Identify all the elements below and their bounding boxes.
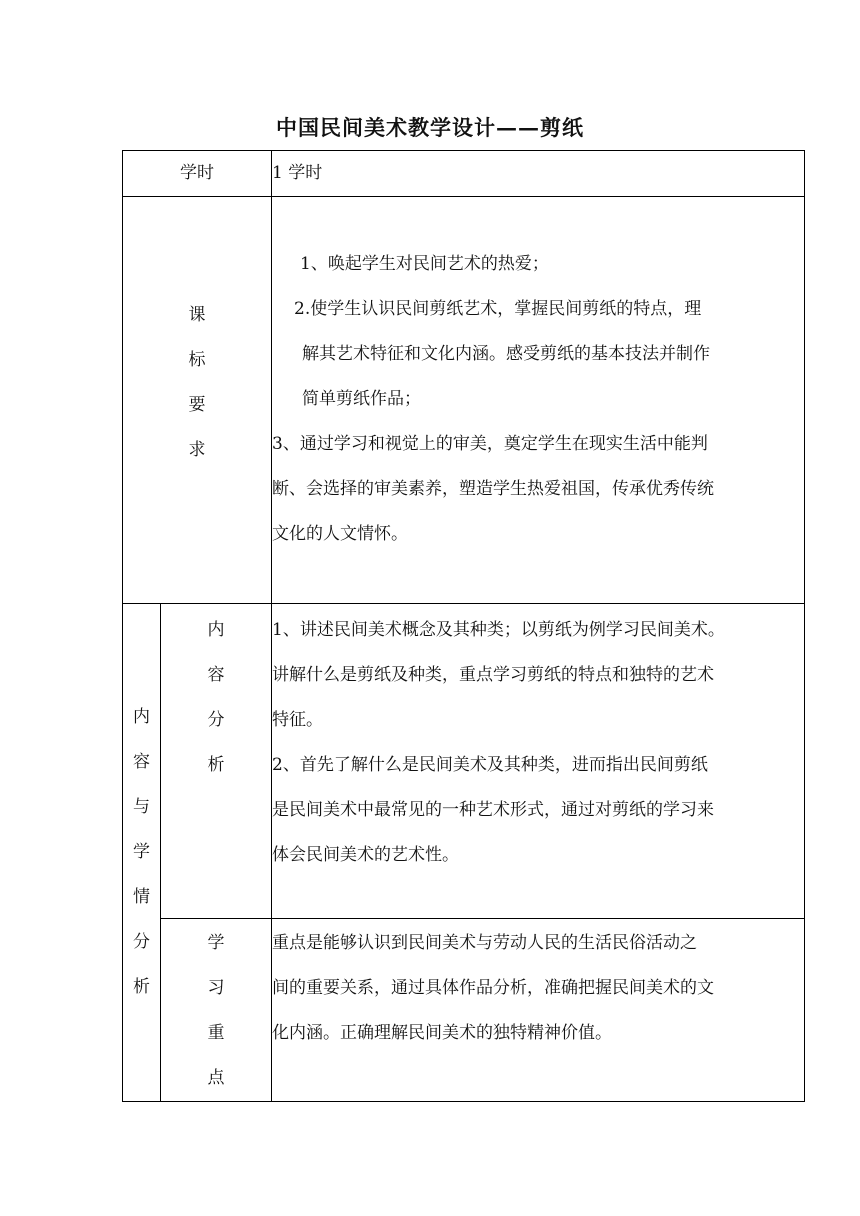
key-points-row	[123, 919, 805, 1102]
curriculum-item-1: 1、唤起学生对民间艺术的热爱；	[300, 254, 549, 274]
curriculum-item-3-line-1: 3、通过学习和视觉上的审美，奠定学生在现实生活中能判	[272, 434, 708, 454]
key-points-text-cell	[272, 919, 805, 1102]
document-title: 中国民间美术教学设计——剪纸	[276, 115, 584, 140]
key-points-label-char: 学	[207, 933, 225, 953]
curriculum-item-2-line-2: 解其艺术特征和文化内涵。感受剪纸的基本技法并制作	[302, 344, 710, 364]
curriculum-item-2-line-1: 2.使学生认识民间剪纸艺术，掌握民间剪纸的特点，理	[294, 299, 702, 319]
hours-value: 1 学时	[272, 163, 323, 183]
content-analysis-line-1: 1、讲述民间美术概念及其种类；以剪纸为例学习民间美术。	[272, 620, 725, 640]
content-analysis-label-char: 析	[207, 755, 225, 775]
curriculum-label-cell	[123, 197, 272, 604]
key-points-label-char: 点	[207, 1068, 225, 1088]
analysis-group-label-char: 情	[133, 887, 150, 907]
curriculum-label-char: 标	[188, 350, 206, 370]
hours-row	[123, 151, 805, 197]
hours-value-cell	[272, 151, 805, 197]
analysis-group-label-cell	[123, 604, 161, 1102]
content-analysis-text-cell	[272, 604, 805, 919]
content-analysis-line-5: 是民间美术中最常见的一种艺术形式，通过对剪纸的学习来	[272, 800, 714, 820]
content-analysis-row	[123, 604, 805, 919]
content-analysis-label-char: 分	[207, 710, 225, 730]
analysis-group-label-char: 与	[133, 797, 150, 817]
analysis-group-label-char: 析	[133, 977, 150, 997]
curriculum-label-char: 课	[188, 305, 206, 325]
key-points-line-3: 化内涵。正确理解民间美术的独特精神价值。	[272, 1023, 612, 1043]
content-analysis-line-4: 2、首先了解什么是民间美术及其种类，进而指出民间剪纸	[272, 755, 708, 775]
curriculum-item-2-line-3: 简单剪纸作品；	[302, 389, 421, 409]
curriculum-label-char: 求	[188, 440, 206, 460]
curriculum-label-char: 要	[188, 395, 206, 415]
curriculum-row	[123, 197, 805, 604]
analysis-group-label-char: 学	[133, 842, 150, 862]
hours-label: 学时	[180, 163, 214, 183]
lesson-plan-table	[122, 150, 805, 1102]
analysis-group-label-char: 分	[133, 932, 150, 952]
key-points-line-2: 间的重要关系，通过具体作品分析，准确把握民间美术的文	[272, 978, 714, 998]
analysis-group-label-char: 内	[133, 707, 150, 727]
key-points-line-1: 重点是能够认识到民间美术与劳动人民的生活民俗活动之	[272, 933, 697, 953]
key-points-label-char: 重	[207, 1023, 225, 1043]
content-analysis-line-3: 特征。	[272, 710, 323, 730]
content-analysis-label-char: 容	[207, 665, 225, 685]
content-analysis-line-2: 讲解什么是剪纸及种类，重点学习剪纸的特点和独特的艺术	[272, 665, 714, 685]
key-points-label-char: 习	[207, 978, 225, 998]
key-points-label-cell	[161, 919, 272, 1102]
content-analysis-label-cell	[161, 604, 272, 919]
content-analysis-label-char: 内	[207, 620, 225, 640]
curriculum-item-3-line-3: 文化的人文情怀。	[272, 524, 408, 544]
content-analysis-line-6: 体会民间美术的艺术性。	[272, 845, 459, 865]
analysis-group-label-char: 容	[133, 752, 150, 772]
curriculum-content-cell	[272, 197, 805, 604]
hours-label-cell	[123, 151, 272, 197]
curriculum-item-3-line-2: 断、会选择的审美素养，塑造学生热爱祖国，传承优秀传统	[272, 479, 714, 499]
